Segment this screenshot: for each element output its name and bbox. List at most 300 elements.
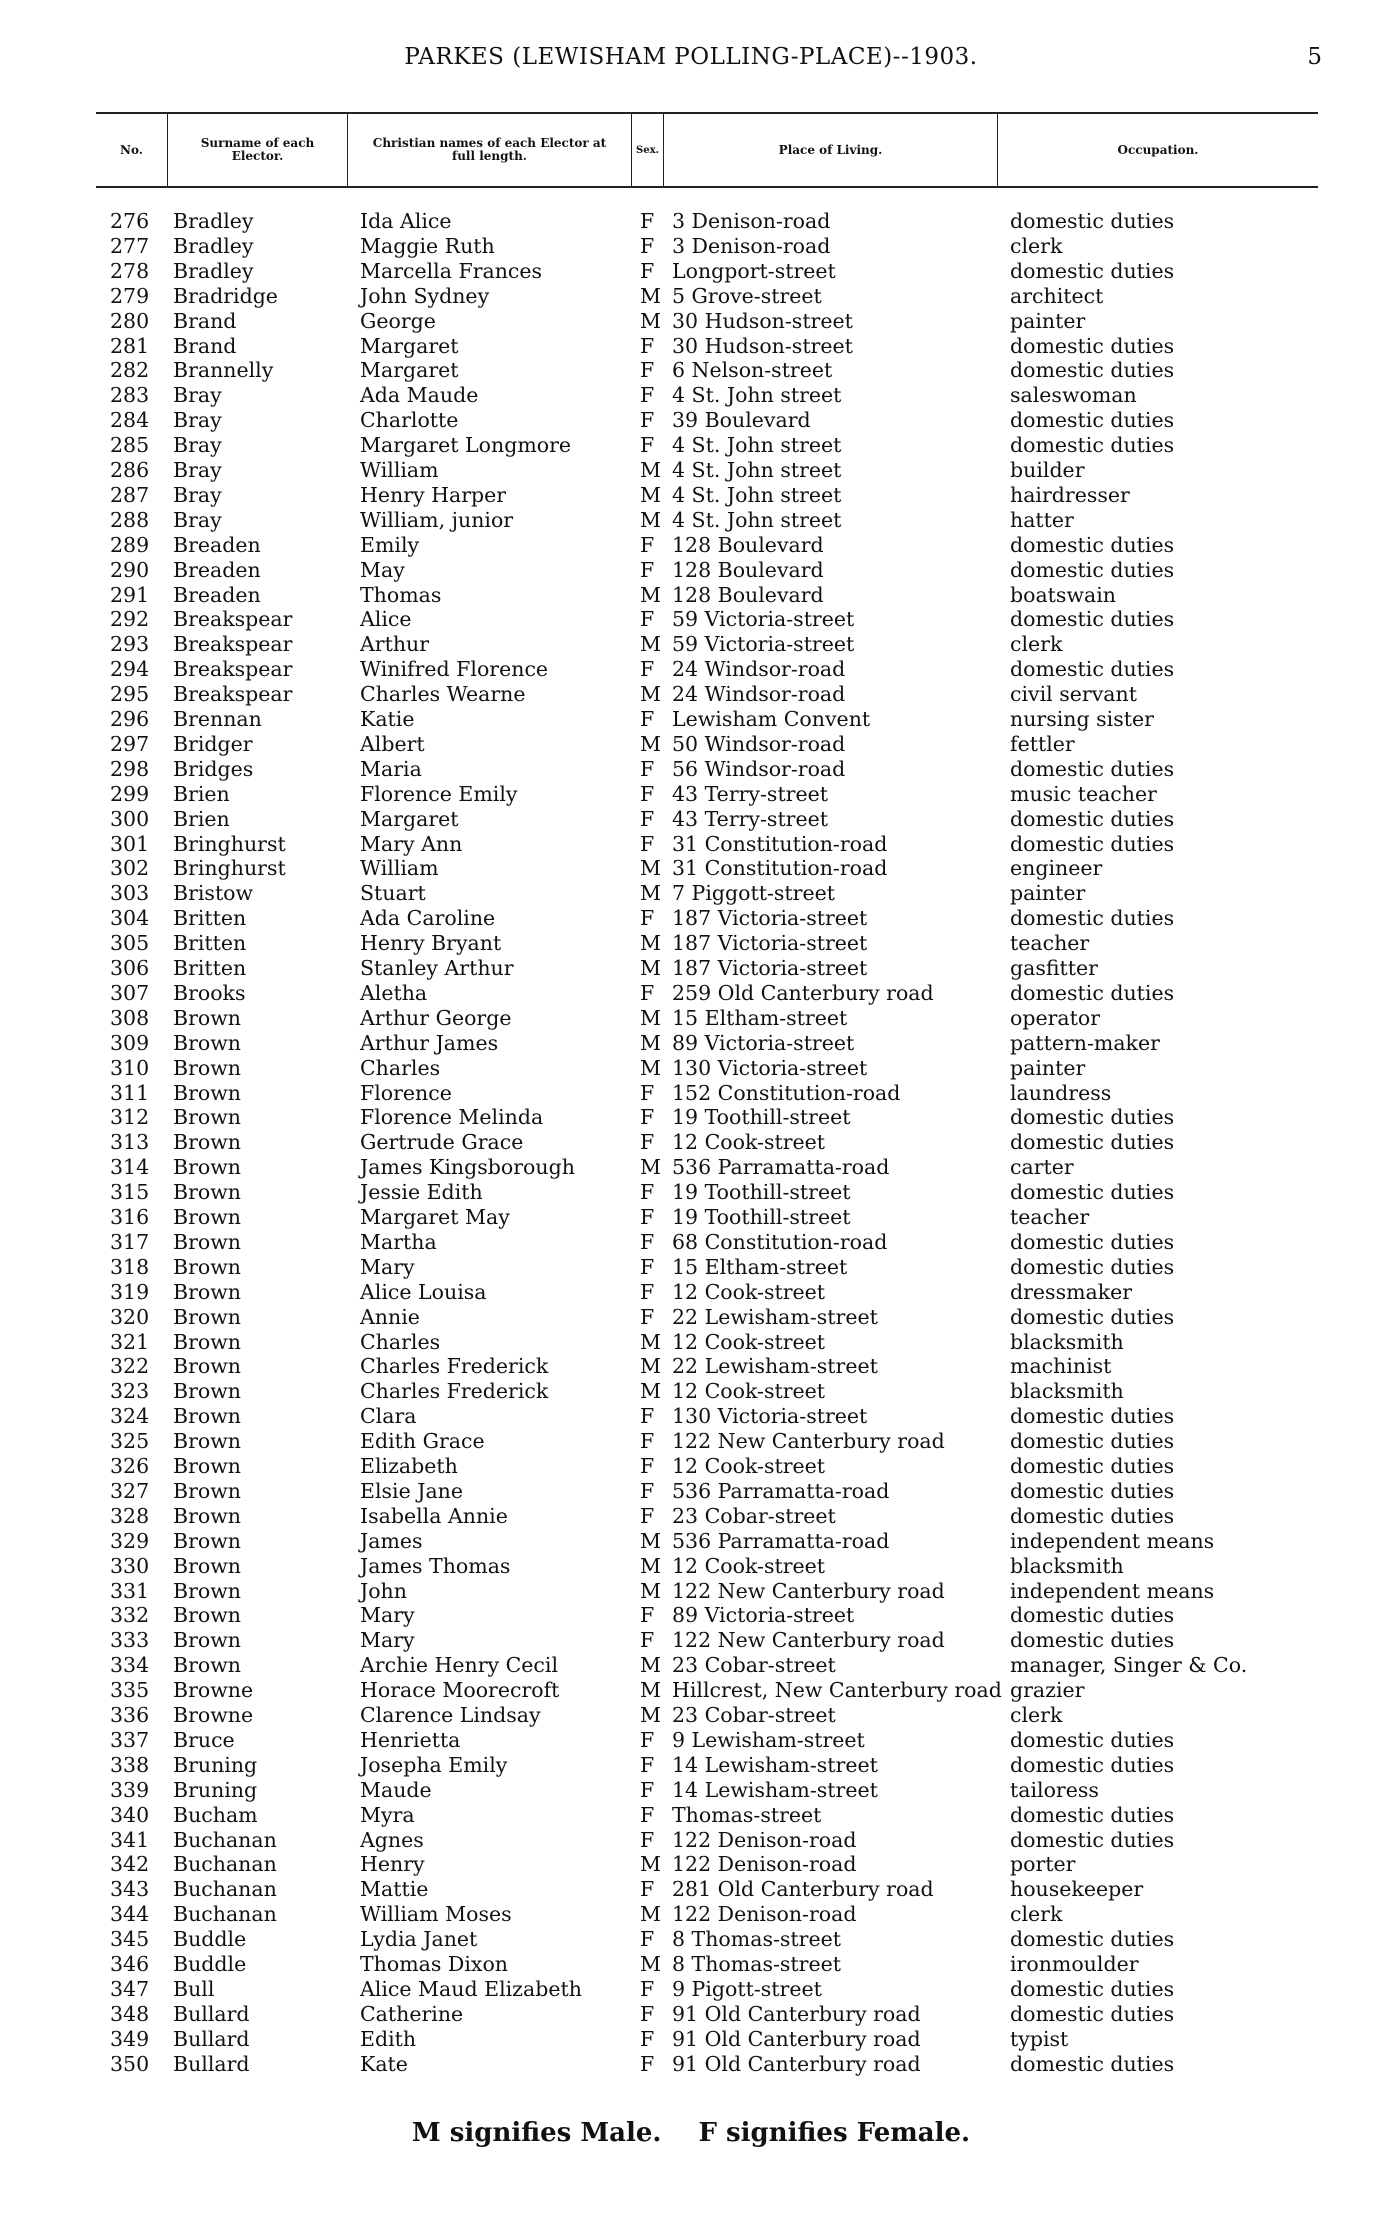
elector-number: 279 bbox=[110, 283, 150, 308]
elector-christian-names: Agnes bbox=[360, 1827, 424, 1852]
elector-place: 5 Grove-street bbox=[672, 283, 822, 308]
elector-occupation: gasfitter bbox=[1010, 956, 1098, 980]
elector-occupation: civil servant bbox=[1010, 682, 1137, 707]
elector-place: 30 Hudson-street bbox=[672, 333, 853, 358]
elector-place: 23 Cobar-street bbox=[672, 1503, 836, 1528]
elector-surname: Brown bbox=[173, 1379, 241, 1404]
elector-sex: F bbox=[640, 1205, 655, 1229]
elector-place: 56 Windsor-road bbox=[672, 756, 846, 781]
elector-place: 91 Old Canterbury road bbox=[672, 2051, 921, 2076]
elector-place: 14 Lewisham-street bbox=[672, 1777, 878, 1802]
elector-occupation: machinist bbox=[1010, 1354, 1112, 1379]
elector-christian-names: Thomas Dixon bbox=[360, 1952, 509, 1976]
elector-number: 329 bbox=[110, 1528, 150, 1553]
elector-surname: Buchanan bbox=[173, 1902, 277, 1927]
elector-surname: Brooks bbox=[173, 980, 246, 1005]
table-row bbox=[0, 1927, 1382, 1952]
elector-place: 9 Pigott-street bbox=[672, 1976, 822, 2001]
elector-sex: M bbox=[640, 931, 661, 956]
elector-christian-names: Josepha Emily bbox=[360, 1752, 508, 1777]
elector-surname: Brown bbox=[173, 1603, 241, 1628]
elector-occupation: domestic duties bbox=[1010, 1503, 1175, 1528]
elector-christian-names: William bbox=[360, 458, 439, 482]
elector-christian-names: John bbox=[360, 1578, 407, 1603]
elector-number: 278 bbox=[110, 258, 150, 283]
elector-place: 536 Parramatta-road bbox=[672, 1478, 890, 1503]
elector-place: 12 Cook-street bbox=[672, 1130, 826, 1155]
elector-number: 302 bbox=[110, 856, 150, 881]
elector-christian-names: Margaret bbox=[360, 806, 459, 831]
elector-number: 312 bbox=[110, 1105, 150, 1130]
elector-place: 19 Toothill-street bbox=[672, 1105, 851, 1130]
elector-sex: M bbox=[640, 1155, 661, 1180]
elector-number: 339 bbox=[110, 1777, 150, 1802]
elector-christian-names: Florence Melinda bbox=[360, 1105, 544, 1130]
elector-place: 91 Old Canterbury road bbox=[672, 2026, 921, 2051]
elector-occupation: domestic duties bbox=[1010, 1105, 1175, 1130]
table-row bbox=[0, 1952, 1382, 1977]
elector-place: 59 Victoria-street bbox=[672, 632, 855, 657]
elector-occupation: teacher bbox=[1010, 1205, 1090, 1229]
elector-surname: Brown bbox=[173, 1055, 241, 1080]
elector-surname: Brown bbox=[173, 1155, 241, 1180]
elector-christian-names: Maude bbox=[360, 1777, 432, 1802]
elector-surname: Brown bbox=[173, 1180, 241, 1205]
elector-number: 325 bbox=[110, 1429, 150, 1454]
elector-occupation: domestic duties bbox=[1010, 333, 1175, 358]
table-row bbox=[0, 1379, 1382, 1404]
elector-number: 298 bbox=[110, 756, 150, 781]
table-row bbox=[0, 1031, 1382, 1056]
page-title: PARKES (LEWISHAM POLLING-PLACE)--1903. bbox=[404, 44, 978, 70]
table-row bbox=[0, 981, 1382, 1006]
table-row bbox=[0, 682, 1382, 707]
elector-occupation: domestic duties bbox=[1010, 1454, 1175, 1478]
elector-surname: Britten bbox=[173, 906, 247, 931]
elector-number: 294 bbox=[110, 657, 150, 682]
elector-surname: Bray bbox=[173, 408, 222, 433]
table-row bbox=[0, 2027, 1382, 2052]
elector-surname: Breaden bbox=[173, 582, 261, 607]
elector-sex: M bbox=[640, 1329, 661, 1354]
elector-number: 317 bbox=[110, 1229, 150, 1254]
elector-place: Longport-street bbox=[672, 258, 836, 283]
elector-christian-names: Arthur George bbox=[360, 1005, 512, 1030]
elector-occupation: clerk bbox=[1010, 233, 1063, 258]
elector-surname: Buddle bbox=[173, 1927, 247, 1952]
elector-sex: F bbox=[640, 1827, 655, 1852]
page-header bbox=[0, 44, 1382, 84]
elector-occupation: blacksmith bbox=[1010, 1379, 1124, 1404]
elector-surname: Brown bbox=[173, 1354, 241, 1379]
elector-sex: F bbox=[640, 1229, 655, 1254]
elector-sex: F bbox=[640, 607, 655, 632]
elector-sex: M bbox=[640, 856, 661, 881]
elector-occupation: operator bbox=[1010, 1005, 1100, 1030]
elector-sex: M bbox=[640, 1703, 661, 1727]
elector-surname: Bray bbox=[173, 482, 222, 507]
table-row bbox=[0, 1852, 1382, 1877]
elector-occupation: boatswain bbox=[1010, 582, 1116, 607]
elector-occupation: saleswoman bbox=[1010, 383, 1137, 408]
elector-number: 289 bbox=[110, 532, 150, 557]
elector-occupation: domestic duties bbox=[1010, 1603, 1175, 1628]
elector-occupation: domestic duties bbox=[1010, 1130, 1175, 1155]
elector-sex: M bbox=[640, 1528, 661, 1553]
elector-occupation: architect bbox=[1010, 283, 1104, 308]
table-row bbox=[0, 2052, 1382, 2077]
table-row bbox=[0, 1778, 1382, 1803]
column-header-occupation: Occupation. bbox=[1117, 142, 1199, 157]
table-row bbox=[0, 358, 1382, 383]
elector-occupation: domestic duties bbox=[1010, 557, 1175, 582]
elector-occupation: painter bbox=[1010, 881, 1086, 906]
elector-christian-names: Arthur James bbox=[360, 1030, 499, 1055]
elector-number: 331 bbox=[110, 1578, 150, 1603]
elector-surname: Brown bbox=[173, 1254, 241, 1279]
elector-place: 9 Lewisham-street bbox=[672, 1727, 865, 1752]
elector-sex: F bbox=[640, 233, 655, 258]
table-row bbox=[0, 458, 1382, 483]
elector-number: 349 bbox=[110, 2026, 150, 2051]
elector-sex: M bbox=[640, 956, 661, 980]
elector-place: Lewisham Convent bbox=[672, 707, 871, 731]
elector-sex: F bbox=[640, 1304, 655, 1329]
elector-sex: F bbox=[640, 2026, 655, 2051]
table-row bbox=[0, 1330, 1382, 1355]
elector-number: 335 bbox=[110, 1678, 150, 1703]
elector-christian-names: Charles bbox=[360, 1055, 441, 1080]
table-row bbox=[0, 1479, 1382, 1504]
elector-christian-names: James Thomas bbox=[360, 1553, 511, 1578]
elector-occupation: domestic duties bbox=[1010, 2051, 1175, 2076]
elector-sex: F bbox=[640, 433, 655, 458]
elector-surname: Buchanan bbox=[173, 1852, 277, 1877]
elector-number: 322 bbox=[110, 1354, 150, 1379]
table-row bbox=[0, 483, 1382, 508]
elector-place: 122 New Canterbury road bbox=[672, 1429, 945, 1454]
elector-christian-names: George bbox=[360, 308, 436, 333]
column-header-sex: Sex. bbox=[632, 114, 664, 186]
elector-sex: M bbox=[640, 308, 661, 333]
elector-sex: F bbox=[640, 408, 655, 433]
elector-surname: Brand bbox=[173, 333, 237, 358]
elector-christian-names: Catherine bbox=[360, 2001, 464, 2026]
elector-christian-names: Ida Alice bbox=[360, 209, 452, 233]
elector-place: 152 Constitution-road bbox=[672, 1080, 901, 1105]
table-row bbox=[0, 1205, 1382, 1230]
elector-surname: Brown bbox=[173, 1553, 241, 1578]
table-row bbox=[0, 1180, 1382, 1205]
elector-place: 122 Denison-road bbox=[672, 1852, 857, 1877]
elector-surname: Bray bbox=[173, 433, 222, 458]
elector-occupation: domestic duties bbox=[1010, 607, 1175, 632]
elector-occupation: domestic duties bbox=[1010, 358, 1175, 383]
elector-christian-names: William Moses bbox=[360, 1902, 512, 1927]
elector-occupation: builder bbox=[1010, 458, 1085, 482]
elector-place: 31 Constitution-road bbox=[672, 831, 888, 856]
table-row bbox=[0, 1429, 1382, 1454]
elector-occupation: clerk bbox=[1010, 1902, 1063, 1927]
elector-number: 309 bbox=[110, 1030, 150, 1055]
table-row bbox=[0, 1454, 1382, 1479]
elector-number: 328 bbox=[110, 1503, 150, 1528]
elector-place: 4 St. John street bbox=[672, 458, 842, 482]
elector-christian-names: Horace Moorecroft bbox=[360, 1678, 560, 1703]
elector-surname: Brown bbox=[173, 1578, 241, 1603]
elector-place: 259 Old Canterbury road bbox=[672, 980, 934, 1005]
elector-place: 12 Cook-street bbox=[672, 1379, 826, 1404]
elector-christian-names: Henry Harper bbox=[360, 482, 507, 507]
elector-place: 89 Victoria-street bbox=[672, 1030, 855, 1055]
elector-occupation: domestic duties bbox=[1010, 1180, 1175, 1205]
elector-surname: Bruce bbox=[173, 1727, 235, 1752]
table-row bbox=[0, 1081, 1382, 1106]
elector-sex: M bbox=[640, 283, 661, 308]
elector-surname: Brown bbox=[173, 1304, 241, 1329]
elector-occupation: clerk bbox=[1010, 1703, 1063, 1727]
elector-surname: Bray bbox=[173, 458, 222, 482]
elector-sex: M bbox=[640, 458, 661, 482]
elector-number: 277 bbox=[110, 233, 150, 258]
elector-christian-names: Ada Caroline bbox=[360, 906, 496, 931]
elector-occupation: ironmoulder bbox=[1010, 1952, 1139, 1976]
elector-occupation: domestic duties bbox=[1010, 806, 1175, 831]
elector-number: 306 bbox=[110, 956, 150, 980]
table-row bbox=[0, 1877, 1382, 1902]
table-row bbox=[0, 284, 1382, 309]
elector-number: 299 bbox=[110, 781, 150, 806]
elector-occupation: independent means bbox=[1010, 1528, 1215, 1553]
elector-occupation: domestic duties bbox=[1010, 209, 1175, 233]
elector-occupation: domestic duties bbox=[1010, 1254, 1175, 1279]
elector-number: 323 bbox=[110, 1379, 150, 1404]
elector-sex: F bbox=[640, 906, 655, 931]
elector-christian-names: Marcella Frances bbox=[360, 258, 543, 283]
elector-number: 283 bbox=[110, 383, 150, 408]
elector-occupation: domestic duties bbox=[1010, 1404, 1175, 1429]
elector-christian-names: Clarence Lindsay bbox=[360, 1703, 541, 1727]
elector-occupation: pattern-maker bbox=[1010, 1030, 1160, 1055]
table-row bbox=[0, 1255, 1382, 1280]
elector-occupation: domestic duties bbox=[1010, 1429, 1175, 1454]
elector-surname: Brown bbox=[173, 1080, 241, 1105]
table-row bbox=[0, 259, 1382, 284]
elector-number: 304 bbox=[110, 906, 150, 931]
elector-number: 297 bbox=[110, 731, 150, 756]
elector-surname: Bristow bbox=[173, 881, 254, 906]
table-row bbox=[0, 1703, 1382, 1728]
elector-sex: M bbox=[640, 1952, 661, 1976]
elector-place: 19 Toothill-street bbox=[672, 1205, 851, 1229]
elector-surname: Brown bbox=[173, 1205, 241, 1229]
elector-sex: F bbox=[640, 1603, 655, 1628]
elector-place: 187 Victoria-street bbox=[672, 906, 868, 931]
elector-surname: Breaden bbox=[173, 532, 261, 557]
elector-number: 300 bbox=[110, 806, 150, 831]
table-row bbox=[0, 1006, 1382, 1031]
elector-place: 128 Boulevard bbox=[672, 532, 824, 557]
elector-christian-names: Jessie Edith bbox=[360, 1180, 483, 1205]
elector-place: Thomas-street bbox=[672, 1802, 822, 1827]
elector-surname: Bradridge bbox=[173, 283, 278, 308]
elector-christian-names: Mary bbox=[360, 1628, 415, 1653]
elector-sex: M bbox=[640, 1902, 661, 1927]
elector-christian-names: Edith bbox=[360, 2026, 417, 2051]
elector-number: 324 bbox=[110, 1404, 150, 1429]
elector-surname: Bringhurst bbox=[173, 831, 286, 856]
elector-number: 347 bbox=[110, 1976, 150, 2001]
elector-surname: Britten bbox=[173, 956, 247, 980]
elector-occupation: fettler bbox=[1010, 731, 1075, 756]
table-row bbox=[0, 1828, 1382, 1853]
elector-number: 315 bbox=[110, 1180, 150, 1205]
elector-occupation: domestic duties bbox=[1010, 756, 1175, 781]
elector-number: 288 bbox=[110, 507, 150, 532]
elector-surname: Buchanan bbox=[173, 1877, 277, 1902]
table-row bbox=[0, 433, 1382, 458]
elector-sex: M bbox=[640, 1678, 661, 1703]
elector-number: 307 bbox=[110, 980, 150, 1005]
elector-surname: Bradley bbox=[173, 258, 254, 283]
elector-sex: M bbox=[640, 1379, 661, 1404]
elector-place: 15 Eltham-street bbox=[672, 1254, 848, 1279]
elector-surname: Brown bbox=[173, 1279, 241, 1304]
elector-surname: Breaden bbox=[173, 557, 261, 582]
elector-number: 281 bbox=[110, 333, 150, 358]
table-row bbox=[0, 707, 1382, 732]
elector-place: 24 Windsor-road bbox=[672, 682, 846, 707]
elector-occupation: domestic duties bbox=[1010, 1827, 1175, 1852]
elector-sex: F bbox=[640, 2001, 655, 2026]
elector-place: 122 New Canterbury road bbox=[672, 1578, 945, 1603]
elector-number: 319 bbox=[110, 1279, 150, 1304]
column-header-no: No. bbox=[96, 114, 168, 186]
elector-number: 326 bbox=[110, 1454, 150, 1478]
elector-occupation: music teacher bbox=[1010, 781, 1157, 806]
elector-place: 43 Terry-street bbox=[672, 781, 828, 806]
table-row bbox=[0, 1504, 1382, 1529]
elector-occupation: domestic duties bbox=[1010, 1478, 1175, 1503]
elector-christian-names: May bbox=[360, 557, 405, 582]
elector-number: 290 bbox=[110, 557, 150, 582]
elector-sex: F bbox=[640, 1279, 655, 1304]
elector-christian-names: Henrietta bbox=[360, 1727, 461, 1752]
elector-sex: F bbox=[640, 707, 655, 731]
elector-sex: M bbox=[640, 881, 661, 906]
elector-occupation: domestic duties bbox=[1010, 1976, 1175, 2001]
elector-number: 340 bbox=[110, 1802, 150, 1827]
elector-sex: F bbox=[640, 358, 655, 383]
elector-sex: F bbox=[640, 1503, 655, 1528]
table-row bbox=[0, 856, 1382, 881]
elector-surname: Bucham bbox=[173, 1802, 258, 1827]
elector-number: 333 bbox=[110, 1628, 150, 1653]
elector-occupation: domestic duties bbox=[1010, 1229, 1175, 1254]
column-header-place: Place of Living. bbox=[664, 114, 998, 186]
table-row bbox=[0, 956, 1382, 981]
elector-number: 334 bbox=[110, 1653, 150, 1678]
elector-surname: Brown bbox=[173, 1429, 241, 1454]
male-note: M signifies Male. bbox=[411, 2118, 662, 2148]
elector-place: 130 Victoria-street bbox=[672, 1055, 868, 1080]
elector-place: 30 Hudson-street bbox=[672, 308, 853, 333]
elector-occupation: hairdresser bbox=[1010, 482, 1130, 507]
elector-sex: F bbox=[640, 1080, 655, 1105]
elector-christian-names: Charles bbox=[360, 1329, 441, 1354]
elector-number: 338 bbox=[110, 1752, 150, 1777]
legend-footer bbox=[0, 2118, 1382, 2148]
elector-number: 345 bbox=[110, 1927, 150, 1952]
elector-christian-names: Margaret bbox=[360, 333, 459, 358]
table-row bbox=[0, 558, 1382, 583]
elector-occupation: blacksmith bbox=[1010, 1553, 1124, 1578]
elector-christian-names: Florence bbox=[360, 1080, 452, 1105]
elector-sex: F bbox=[640, 1802, 655, 1827]
elector-christian-names: Lydia Janet bbox=[360, 1927, 478, 1952]
elector-sex: F bbox=[640, 1727, 655, 1752]
elector-sex: F bbox=[640, 1429, 655, 1454]
elector-place: 187 Victoria-street bbox=[672, 956, 868, 980]
elector-place: 7 Piggott-street bbox=[672, 881, 835, 906]
elector-christian-names: Annie bbox=[360, 1304, 420, 1329]
elector-sex: F bbox=[640, 258, 655, 283]
elector-christian-names: John Sydney bbox=[360, 283, 490, 308]
elector-christian-names: Martha bbox=[360, 1229, 437, 1254]
elector-occupation: nursing sister bbox=[1010, 707, 1154, 731]
elector-sex: F bbox=[640, 557, 655, 582]
elector-sex: F bbox=[640, 806, 655, 831]
elector-surname: Brown bbox=[173, 1030, 241, 1055]
elector-place: 4 St. John street bbox=[672, 383, 842, 408]
elector-christian-names: Thomas bbox=[360, 582, 442, 607]
elector-place: 91 Old Canterbury road bbox=[672, 2001, 921, 2026]
table-row bbox=[0, 657, 1382, 682]
elector-surname: Buchanan bbox=[173, 1827, 277, 1852]
elector-place: 122 Denison-road bbox=[672, 1902, 857, 1927]
elector-number: 287 bbox=[110, 482, 150, 507]
column-header-christian-names: Christian names of each Elector at full length. bbox=[348, 114, 632, 186]
elector-surname: Brown bbox=[173, 1628, 241, 1653]
elector-place: 3 Denison-road bbox=[672, 209, 831, 233]
elector-place: 22 Lewisham-street bbox=[672, 1304, 878, 1329]
elector-occupation: manager, Singer & Co. bbox=[1010, 1653, 1248, 1678]
elector-christian-names: Mary bbox=[360, 1603, 415, 1628]
elector-number: 342 bbox=[110, 1852, 150, 1877]
elector-place: 536 Parramatta-road bbox=[672, 1528, 890, 1553]
elector-occupation: domestic duties bbox=[1010, 906, 1175, 931]
elector-number: 308 bbox=[110, 1005, 150, 1030]
elector-place: 15 Eltham-street bbox=[672, 1005, 848, 1030]
table-row bbox=[0, 1678, 1382, 1703]
elector-occupation: domestic duties bbox=[1010, 433, 1175, 458]
elector-occupation: domestic duties bbox=[1010, 1727, 1175, 1752]
elector-christian-names: Clara bbox=[360, 1404, 417, 1429]
elector-occupation: painter bbox=[1010, 1055, 1086, 1080]
elector-sex: F bbox=[640, 1752, 655, 1777]
elector-christian-names: James Kingsborough bbox=[360, 1155, 575, 1180]
elector-sex: M bbox=[640, 632, 661, 657]
table-row bbox=[0, 832, 1382, 857]
table-row bbox=[0, 1753, 1382, 1778]
elector-place: 12 Cook-street bbox=[672, 1553, 826, 1578]
table-row bbox=[0, 533, 1382, 558]
table-row bbox=[0, 1404, 1382, 1429]
elector-sex: F bbox=[640, 756, 655, 781]
elector-christian-names: Gertrude Grace bbox=[360, 1130, 524, 1155]
elector-surname: Browne bbox=[173, 1678, 254, 1703]
table-row bbox=[0, 583, 1382, 608]
